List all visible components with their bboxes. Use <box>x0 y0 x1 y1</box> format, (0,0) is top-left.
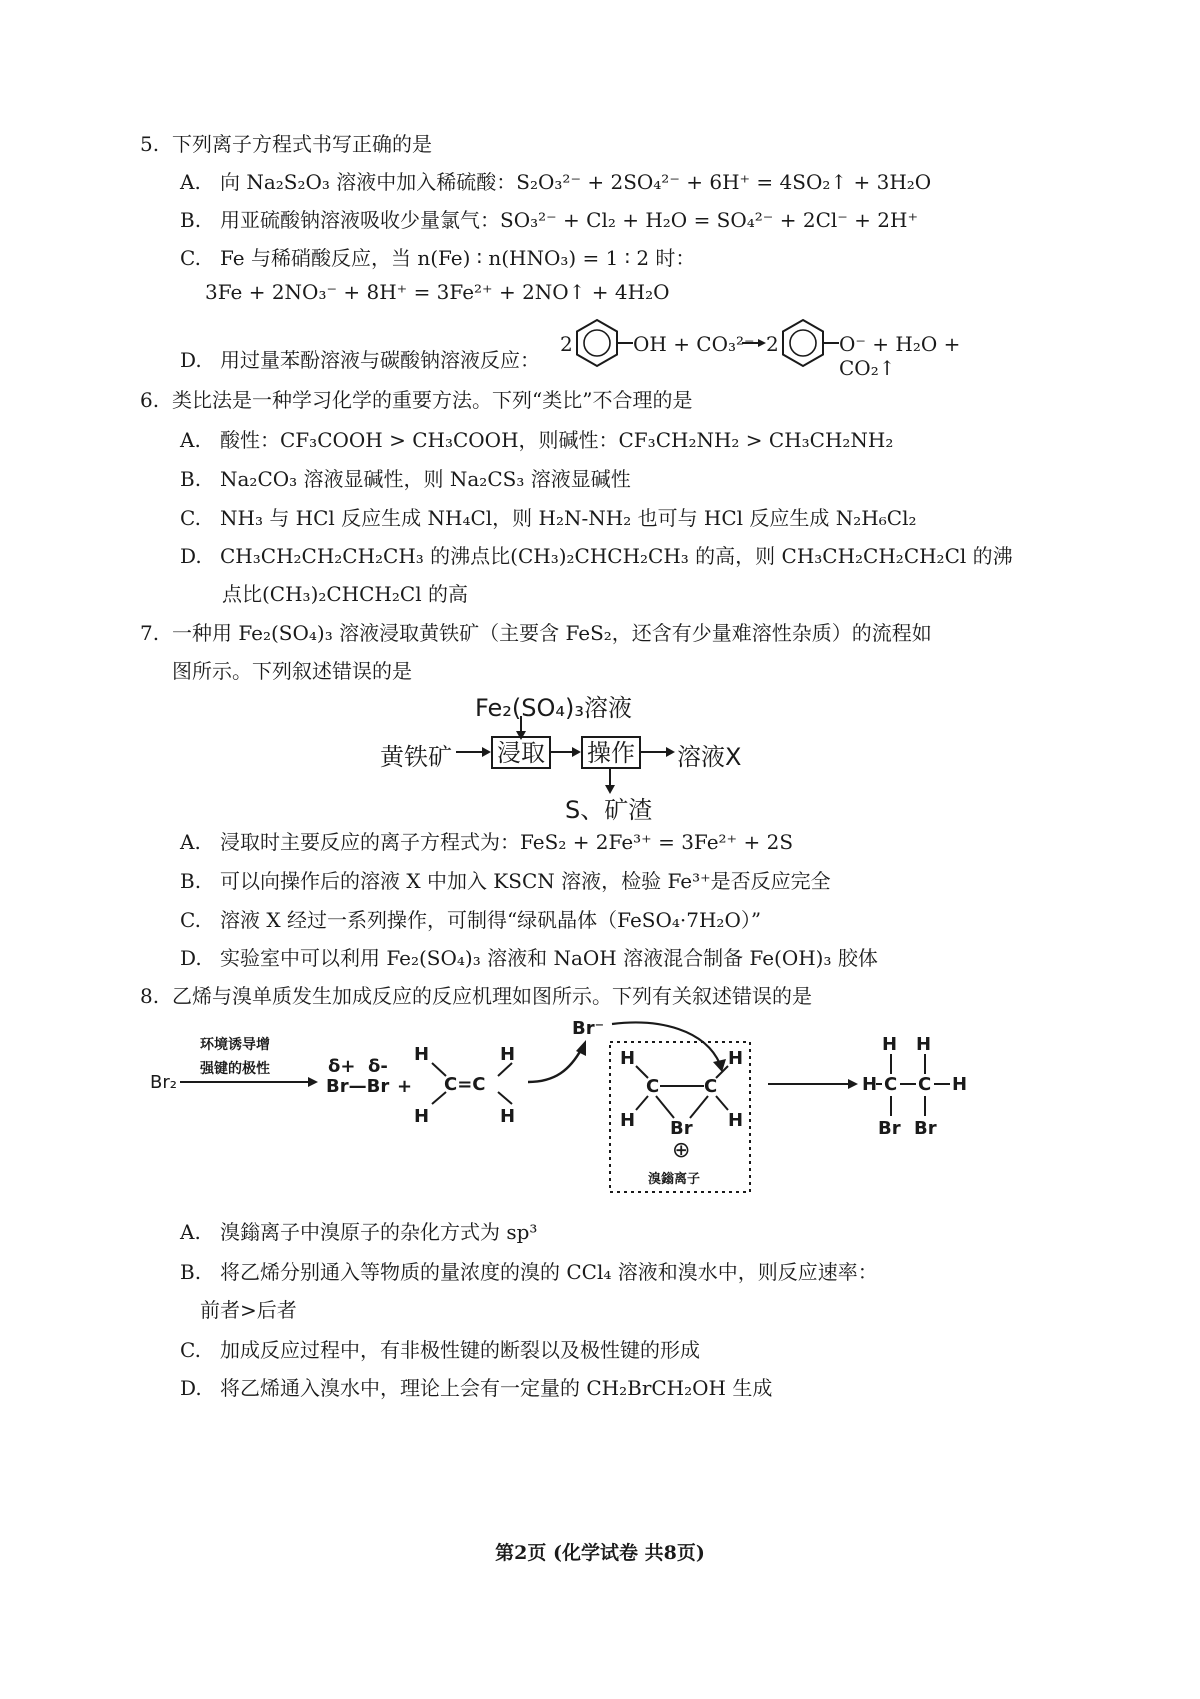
product-c: C <box>918 1074 932 1095</box>
flow-reagent: Fe₂(SO₄)₃溶液 <box>475 694 632 722</box>
product-h: H <box>882 1034 898 1055</box>
q8-option-a: A. 溴鎓离子中溴原子的杂化方式为 sp³ <box>180 1220 538 1244</box>
flow-box-leach: 浸取 <box>491 736 551 769</box>
q5-option-b: B. 用亚硫酸钠溶液吸收少量氯气：SO₃²⁻ + Cl₂ + H₂O = SO₄²⁻ + 2Cl⁻ + 2H⁺ <box>180 208 919 232</box>
q6-option-d: D. CH₃CH₂CH₂CH₂CH₃ 的沸点比(CH₃)₂CHCH₂CH₃ 的高，则 CH₃CH₂CH₂CH₂Cl 的沸 <box>180 544 1013 568</box>
bromine-molecule: Br₂ <box>150 1072 177 1093</box>
q8-option-b-cont: 前者>后者 <box>200 1298 297 1322</box>
page-footer: 第2页 (化学试卷 共8页) <box>495 1542 705 1564</box>
plus-sign: + <box>397 1076 413 1097</box>
q6-option-c: C. NH₃ 与 HCl 反应生成 NH₄Cl，则 H₂N-NH₂ 也可与 HCl 反应生成 N₂H₆Cl₂ <box>180 506 917 530</box>
condition-line-2: 强键的极性 <box>200 1061 270 1077</box>
phenol-equation: 2 OH + CO₃²⁻ 2 O⁻ + H₂O + CO₂↑ <box>560 312 1000 372</box>
question-stem: 一种用 Fe₂(SO₄)₃ 溶液浸取黄铁矿（主要含 FeS₂，还含有少量难溶性杂质）的流程如 <box>172 621 932 645</box>
question-number: 8. <box>140 984 160 1008</box>
bromonium-c: C <box>704 1076 718 1097</box>
bromonium-br: Br <box>670 1118 693 1139</box>
question-stem: 乙烯与溴单质发生加成反应的反应机理如图所示。下列有关叙述错误的是 <box>172 984 812 1008</box>
bromonium-h: H <box>728 1048 744 1069</box>
q7-option-d: D. 实验室中可以利用 Fe₂(SO₄)₃ 溶液和 NaOH 溶液混合制备 Fe(OH)₃ 胶体 <box>180 946 878 970</box>
ethene-h: H <box>414 1044 430 1065</box>
q7-option-b: B. 可以向操作后的溶液 X 中加入 KSCN 溶液，检验 Fe³⁺是否反应完全 <box>180 869 831 893</box>
q6-option-b: B. Na₂CO₃ 溶液显碱性，则 Na₂CS₃ 溶液显碱性 <box>180 467 631 491</box>
q5-option-c-equation: 3Fe + 2NO₃⁻ + 8H⁺ = 3Fe²⁺ + 2NO↑ + 4H₂O <box>205 280 670 304</box>
delta-plus: δ+ <box>328 1056 356 1077</box>
product-c: C <box>884 1074 898 1095</box>
q6-option-d-cont: 点比(CH₃)₂CHCH₂Cl 的高 <box>222 582 468 606</box>
q8-option-d: D. 将乙烯通入溴水中，理论上会有一定量的 CH₂BrCH₂OH 生成 <box>180 1376 773 1400</box>
q7-option-c: C. 溶液 X 经过一系列操作，可制得“绿矾晶体（FeSO₄·7H₂O）” <box>180 908 762 932</box>
q6-option-a: A. 酸性：CF₃COOH > CH₃COOH，则碱性：CF₃CH₂NH₂ > CH₃CH₂NH₂ <box>180 428 894 452</box>
q5-option-a: A. 向 Na₂S₂O₃ 溶液中加入稀硫酸：S₂O₃²⁻ + 2SO₄²⁻ + 6H⁺ = 4SO₂↑ + 3H₂O <box>180 170 932 194</box>
flow-box-operation: 操作 <box>581 736 641 769</box>
question-number: 5. <box>140 132 160 156</box>
question-stem-cont: 图所示。下列叙述错误的是 <box>172 659 412 683</box>
question-stem: 下列离子方程式书写正确的是 <box>172 132 432 156</box>
delta-minus: δ- <box>368 1056 388 1077</box>
bromonium-c: C <box>646 1076 660 1097</box>
flow-product: 溶液X <box>677 743 742 771</box>
q8-option-b: B. 将乙烯分别通入等物质的量浓度的溴的 CCl₄ 溶液和溴水中，则反应速率： <box>180 1260 878 1284</box>
ethene-h: H <box>500 1044 516 1065</box>
ethene-h: H <box>500 1106 516 1127</box>
condition-line-1: 环境诱导增 <box>200 1037 270 1053</box>
polarized-br-br: Br—Br <box>326 1076 390 1097</box>
flow-residue: S、矿渣 <box>565 796 653 824</box>
bromonium-h: H <box>620 1048 636 1069</box>
q5-option-d: D. 用过量苯酚溶液与碳酸钠溶液反应： <box>180 348 540 372</box>
ethene-h: H <box>414 1106 430 1127</box>
question-number: 7. <box>140 621 160 645</box>
positive-charge-icon: ⊕ <box>672 1138 691 1163</box>
bromonium-h: H <box>620 1110 636 1131</box>
q8-option-c: C. 加成反应过程中，有非极性键的断裂以及极性键的形成 <box>180 1338 700 1362</box>
question-number: 6. <box>140 388 160 412</box>
product-h: H <box>862 1074 878 1095</box>
ethene-double-bond: C=C <box>444 1074 486 1095</box>
q5-option-c: C. Fe 与稀硝酸反应，当 n(Fe) ∶ n(HNO₃) = 1 ∶ 2 时： <box>180 246 696 270</box>
product-br: Br <box>878 1118 901 1139</box>
flow-start: 黄铁矿 <box>380 743 452 771</box>
bromonium-label: 溴鎓离子 <box>648 1172 701 1187</box>
bromide-ion: Br⁻ <box>572 1018 605 1039</box>
product-h: H <box>952 1074 968 1095</box>
product-h: H <box>916 1034 932 1055</box>
q7-option-a: A. 浸取时主要反应的离子方程式为：FeS₂ + 2Fe³⁺ = 3Fe²⁺ + 2S <box>180 830 794 854</box>
product-br: Br <box>914 1118 937 1139</box>
question-stem: 类比法是一种学习化学的重要方法。下列“类比”不合理的是 <box>172 388 693 412</box>
bromonium-h: H <box>728 1110 744 1131</box>
